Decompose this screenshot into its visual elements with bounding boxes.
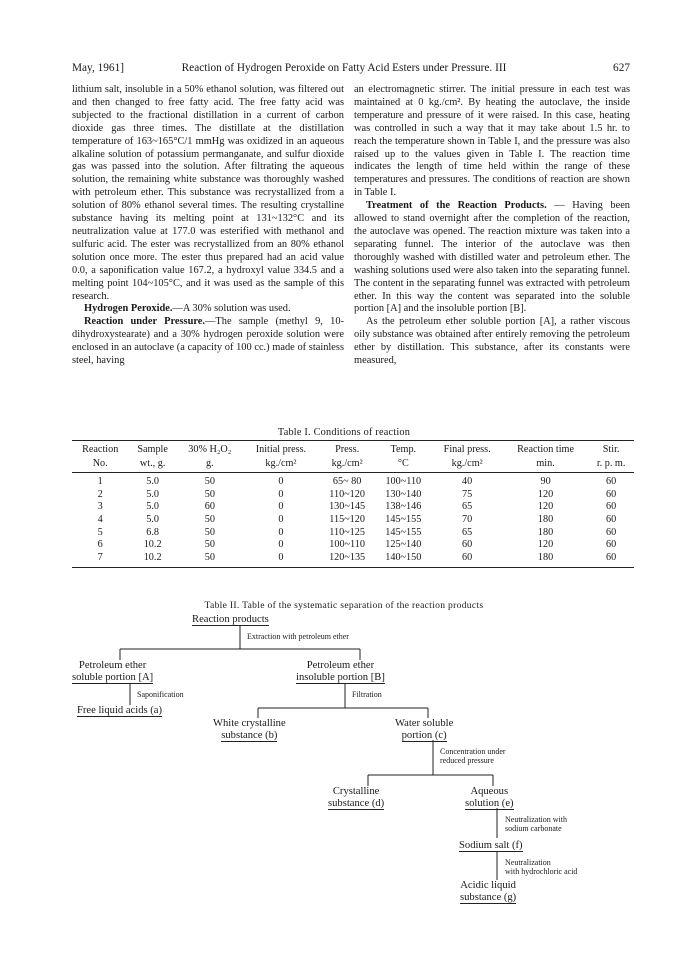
table-cell: 125~140 (385, 539, 422, 551)
left-paragraph: lithium salt, insoluble in a 50% ethanol solution, was filtered out and then changed to free fatty acid. The free fatty acid was subjected to the fractional distillation in a current of carbon dioxide gas three times. The distillate at the distillation temperature of 163~165°C/1 mmHg was oxidized in an aqueous alkaline solution of potassium permanganate, and sulfur dioxide gas was passed into the solution. After filtrating the aqueous solution, the remaining white substance was thoroughly washed with petroleum ether. This substance was recrystallized from a solution of 80% ethanol several times. The resulting crystalline substance having its melting point at 131~132°C and its neutralization value at 177.0 was esterified with methanol and sulfuric acid. The ester was recrystallized from an 80% ethanol solution once more. The ester thus prepared had an acid value 0.0, a saponification value 167.2, a hydroxyl value 334.5 and a melting point 104~105°C, and it was used as the sample of this research. (72, 84, 344, 302)
node-water-soluble-c: Water soluble portion (c) (395, 718, 454, 741)
table-cell: 75 (462, 488, 473, 500)
table-cell: 60 (606, 476, 617, 488)
autoclave-paragraph: an electromagnetic stirrer. The initial pressure in each test was maintained at 0 kg./cm². By heating the autoclave, the inside temperature and pressure of it were raised. In this case, heating was controlled in such a way that it may take about 1.5 hr. to reach the temperature shown in Table I, and the pressure was also raised up to the values given in Table I. The reaction time indicates the length of time held within the range of these temperatures and pressures. The conditions of reaction are shown in Table I. (354, 84, 630, 199)
table-cell: 120~135 (319, 552, 375, 568)
node-crystalline-d: Crystalline substance (d) (328, 786, 385, 809)
table-cell: 65~ 80 (332, 476, 362, 488)
op-saponification: Saponification (137, 690, 184, 699)
table-cell: 0 (278, 488, 284, 500)
table-cell: 130~145 (329, 501, 366, 513)
table-cell: 115~120 (329, 514, 365, 526)
table2-caption: Table II. Table of the systematic separation of the reaction products (204, 600, 484, 611)
table-cell: 3 (97, 501, 103, 513)
table1-unit-cell: g. (177, 458, 243, 473)
table-cell: 0 (243, 552, 319, 568)
table-cell: 60 (606, 526, 617, 538)
table1-header-cell: Stir. (588, 441, 634, 459)
table-cell: 130~140 (385, 488, 422, 500)
table1-header-cell: Reaction time (503, 441, 588, 459)
table1-unit-cell: °C (375, 458, 431, 473)
table-cell: 5.0 (146, 501, 159, 513)
table-cell: 145~155 (385, 526, 422, 538)
op-neutralization-sodium-carbonate: Neutralization with sodium carbonate (505, 815, 567, 833)
table-cell: 90 (540, 476, 551, 488)
table1-header-cell: Initial press. (243, 441, 319, 459)
table-cell: 140~150 (375, 552, 431, 568)
table1-header-cell: Sample (128, 441, 176, 459)
table1-unit-cell: kg./cm² (243, 458, 319, 473)
table-cell: 100~110 (329, 539, 365, 551)
reaction-under-pressure-text: —The sample (methyl 9, 10-dihydroxystearate) and a 30% hydrogen peroxide solution were enclosed in an autoclave (a capacity of 100 cc.) made of stainless steel, having (72, 316, 344, 367)
journal-date: May, 1961] (72, 62, 124, 74)
table-cell: 50 (204, 488, 215, 500)
table1-unit-cell: No. (72, 458, 128, 473)
table-cell: 4 (97, 514, 103, 526)
table1-unit-cell: r. p. m. (588, 458, 634, 473)
table-cell: 5 (97, 526, 103, 538)
table1-unit-cell: kg./cm² (319, 458, 375, 473)
node-free-liquid-acids: Free liquid acids (a) (77, 705, 163, 716)
table-cell: 7 (72, 552, 128, 568)
table-cell: 6 (97, 539, 103, 551)
table1-header-cell: Temp. (375, 441, 431, 459)
table1-unit-cell: wt., g. (128, 458, 176, 473)
reaction-under-pressure-heading: Reaction under Pressure. (84, 316, 206, 328)
table-cell: 145~155 (385, 514, 422, 526)
table-cell: 60 (606, 501, 617, 513)
table-cell: 0 (278, 476, 284, 488)
table-cell: 60 (606, 514, 617, 526)
table-cell: 60 (431, 552, 502, 568)
table1-header-cell: Reaction (72, 441, 128, 459)
table-cell: 120 (537, 501, 554, 513)
table-cell: 60 (462, 539, 473, 551)
table-cell: 0 (278, 501, 284, 513)
table-cell: 40 (462, 476, 473, 488)
treatment-text: — Having been allowed to stand overnight after the completion of the reaction, the autoclave was opened. The reaction mixture was taken into a separating funnel. The interior of the autoclave was then thoroughly washed with distilled water and petroleum ether. The washing solutions used were also taken into the separating funnel. The content in the separating funnel was extracted with petroleum ether. In this way the content was separated into the soluble portion [A] and the insoluble portion [B]. (354, 200, 631, 315)
soluble-portion-paragraph: As the petroleum ether soluble portion [A], a rather viscous oily substance was obtained after entirely removing the petroleum ether by distillation. This substance, after its constants were measured, (354, 316, 630, 367)
table-cell: 0 (278, 526, 284, 538)
table-cell: 0 (278, 514, 284, 526)
hydrogen-peroxide-text: —A 30% solution was used. (172, 303, 291, 315)
table-cell: 5.0 (146, 488, 159, 500)
hydrogen-peroxide-heading: Hydrogen Peroxide. (84, 303, 173, 315)
table-cell: 50 (204, 514, 215, 526)
node-white-crystalline-b: White crystalline substance (b) (213, 718, 286, 741)
table-cell: 50 (204, 526, 215, 538)
node-petroleum-ether-insoluble-b: Petroleum ether insoluble portion [B] (296, 660, 385, 683)
page-number: 627 (613, 62, 630, 74)
op-neutralization-hcl: Neutralization with hydrochloric acid (505, 858, 578, 876)
table1-header-cell: 30% H₂O₂ (177, 441, 243, 459)
table1-unit-cell: min. (503, 458, 588, 473)
table-cell: 0 (278, 539, 284, 551)
running-title: Reaction of Hydrogen Peroxide on Fatty Acid Esters under Pressure. III (181, 62, 507, 74)
table-cell: 65 (462, 501, 473, 513)
table-cell: 60 (204, 501, 215, 513)
op-concentration: Concentration under reduced pressure (440, 747, 506, 765)
table-cell: 5.0 (146, 476, 159, 488)
table1-caption: Table I. Conditions of reaction (277, 427, 411, 438)
table-cell: 100~110 (385, 476, 422, 488)
node-aqueous-e: Aqueous solution (e) (465, 786, 514, 809)
table1-header-cell: Final press. (431, 441, 502, 459)
node-petroleum-ether-soluble-a: Petroleum ether soluble portion [A] (72, 660, 154, 683)
table1-header-cell: Press. (319, 441, 375, 459)
table1-unit-cell: kg./cm² (431, 458, 502, 473)
table-cell: 110~125 (329, 526, 365, 538)
op-extraction: Extraction with petroleum ether (247, 632, 349, 641)
table-cell: 138~146 (385, 501, 422, 513)
table-cell: 60 (606, 539, 617, 551)
table-cell: 180 (503, 552, 588, 568)
table-cell: 60 (588, 552, 634, 568)
table-cell: 2 (97, 488, 103, 500)
table-cell: 180 (537, 526, 554, 538)
treatment-heading: Treatment of the Reaction Products. (366, 200, 547, 212)
table-cell: 120 (537, 488, 554, 500)
node-reaction-products: Reaction products (192, 614, 269, 625)
op-filtration: Filtration (352, 690, 382, 699)
table-cell: 50 (204, 539, 215, 551)
node-sodium-salt-f: Sodium salt (f) (459, 840, 523, 851)
table-cell: 65 (462, 526, 473, 538)
table-cell: 110~120 (329, 488, 365, 500)
table-cell: 50 (204, 476, 215, 488)
table-cell: 1 (97, 476, 103, 488)
table-cell: 10.2 (128, 552, 176, 568)
table-cell: 50 (177, 552, 243, 568)
table-cell: 70 (462, 514, 473, 526)
table-cell: 180 (537, 514, 554, 526)
table-cell: 120 (537, 539, 554, 551)
table-cell: 10.2 (143, 539, 162, 551)
table-cell: 5.0 (146, 514, 159, 526)
node-acidic-liquid-g: Acidic liquid substance (g) (460, 880, 517, 903)
table-cell: 6.8 (146, 526, 159, 538)
table-cell: 60 (606, 488, 617, 500)
